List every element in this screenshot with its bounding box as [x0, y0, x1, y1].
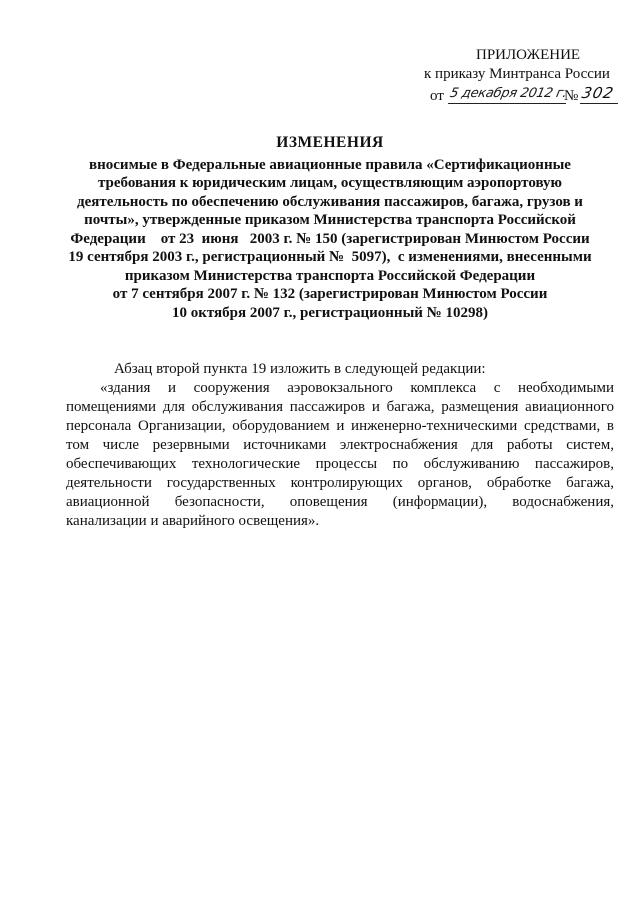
from-label: от: [430, 88, 444, 104]
quoted-paragraph: [66, 379, 614, 531]
number-label: №: [564, 88, 579, 104]
lead-sentence: Абзац второй пункта 19 изложить в следующей редакции:: [114, 361, 486, 377]
appendix-order-date-line: [424, 84, 624, 108]
paragraph-line: канализации и аварийного освещения».: [66, 513, 320, 529]
paragraph-line: том числе резервными источниками электроснабжения для работы систем,: [66, 437, 614, 453]
paragraph-line: персонала Организации, оборудованием и инженерно-техническими средствами, в: [66, 418, 614, 434]
handwritten-date: 5 декабря 2012 г.: [448, 84, 570, 104]
title-line: деятельность по обеспечению обслуживания пассажиров, багажа, грузов и: [77, 193, 583, 210]
title-line: почты», утвержденные приказом Министерства транспорта Российской: [84, 212, 576, 228]
title-line: требования к юридическим лицам, осуществляющим аэропортовую: [97, 175, 563, 191]
body-text: [66, 360, 614, 531]
paragraph-line: деятельности государственных контролирующих органов, обработке багажа,: [66, 475, 614, 491]
paragraph-line: авиационной безопасности, оповещения (информации), водоснабжения,: [66, 494, 614, 510]
title-line: от 7 сентября 2007 г. № 132 (зарегистрирован Минюстом России: [112, 286, 548, 302]
title-line: 19 сентября 2003 г., регистрационный № 5097), с изменениями, внесенными: [68, 249, 592, 265]
title-line: вносимые в Федеральные авиационные правила «Сертификационные: [89, 156, 571, 173]
title-line: 10 октября 2007 г., регистрационный № 10298): [171, 304, 488, 321]
changes-heading: ИЗМЕНЕНИЯ: [276, 134, 384, 151]
appendix-order-reference: к приказу Минтранса России: [424, 66, 610, 82]
changes-title-block: [60, 134, 600, 322]
paragraph-line: «здания и сооружения аэровокзального комплекса с необходимыми: [100, 380, 614, 396]
paragraph-line: помещениями для обслуживания пассажиров и багажа, размещения авиационного: [66, 399, 614, 415]
handwritten-number: 302: [580, 84, 622, 104]
paragraph-line: обеспечивающих технологические процессы по обслуживанию пассажиров,: [66, 456, 614, 472]
title-line: Федерации от 23 июня 2003 г. № 150 (зарегистрирован Минюстом России: [70, 230, 590, 247]
appendix-block: [424, 46, 624, 108]
appendix-title: ПРИЛОЖЕНИЕ: [476, 47, 581, 63]
title-line: приказом Министерства транспорта Российской Федерации: [124, 267, 536, 284]
